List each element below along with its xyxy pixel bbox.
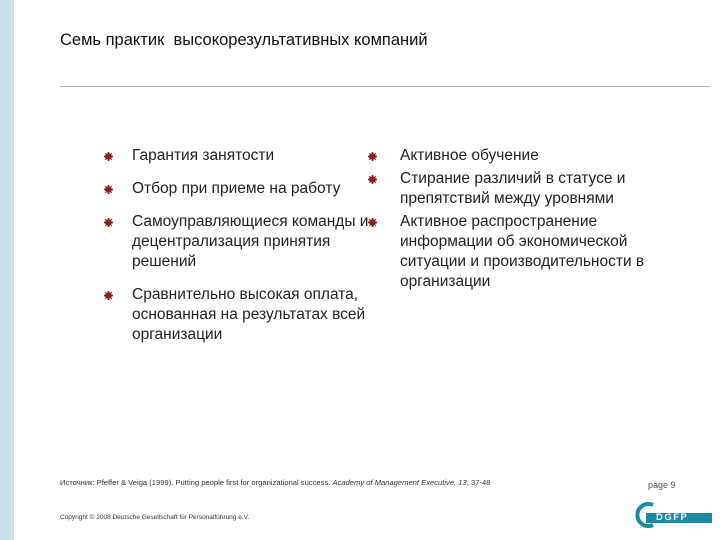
list-item-text: Стирание различий в статусе и препятствий между уровнями bbox=[400, 170, 626, 207]
list-item bbox=[104, 285, 369, 345]
list-item-text: Гарантия занятости bbox=[132, 147, 275, 164]
right-bullet-list bbox=[368, 146, 658, 292]
bullet-icon bbox=[104, 291, 113, 300]
list-item bbox=[368, 146, 658, 166]
bullet-icon bbox=[104, 218, 113, 227]
source-journal: Academy of Management Executive, bbox=[332, 478, 457, 487]
list-item bbox=[104, 212, 369, 272]
slide-title: Семь практик высокорезультативных компаний bbox=[60, 31, 428, 49]
list-item bbox=[368, 212, 658, 292]
page-number: page 9 bbox=[648, 480, 676, 490]
accent-sidebar bbox=[0, 0, 14, 540]
list-item-text: Активное обучение bbox=[400, 147, 539, 164]
dgfp-logo-text: DGFP bbox=[656, 512, 689, 523]
source-citation bbox=[60, 478, 490, 487]
bullet-icon bbox=[368, 152, 377, 161]
list-item bbox=[104, 179, 369, 199]
bullet-icon bbox=[368, 175, 377, 184]
bullet-icon bbox=[104, 185, 113, 194]
left-bullet-list bbox=[104, 146, 369, 358]
list-item-text: Отбор при приеме на работу bbox=[132, 180, 341, 197]
dgfp-logo bbox=[634, 500, 714, 530]
list-item-text: Самоуправляющиеся команды и децентрализация принятия решений bbox=[132, 213, 369, 270]
bullet-icon bbox=[104, 152, 113, 161]
list-item-text: Активное распространение информации об экономической ситуации и производительности в организации bbox=[400, 213, 645, 290]
source-volume: 13 bbox=[458, 478, 467, 487]
list-item bbox=[104, 146, 369, 166]
source-prefix: Источник: Pfeffer & Veiga (1999). Putting people first for organizational success. bbox=[60, 478, 331, 487]
list-item-text: Сравнительно высокая оплата, основанная на результатах всей организации bbox=[132, 286, 366, 343]
list-item bbox=[368, 169, 658, 209]
copyright-notice: Copyright © 2008 Deutsche Gesellschaft für Personalführung e.V. bbox=[60, 514, 250, 521]
title-divider bbox=[60, 86, 710, 87]
bullet-icon bbox=[368, 218, 377, 227]
source-pages: , 37-48 bbox=[466, 478, 491, 487]
